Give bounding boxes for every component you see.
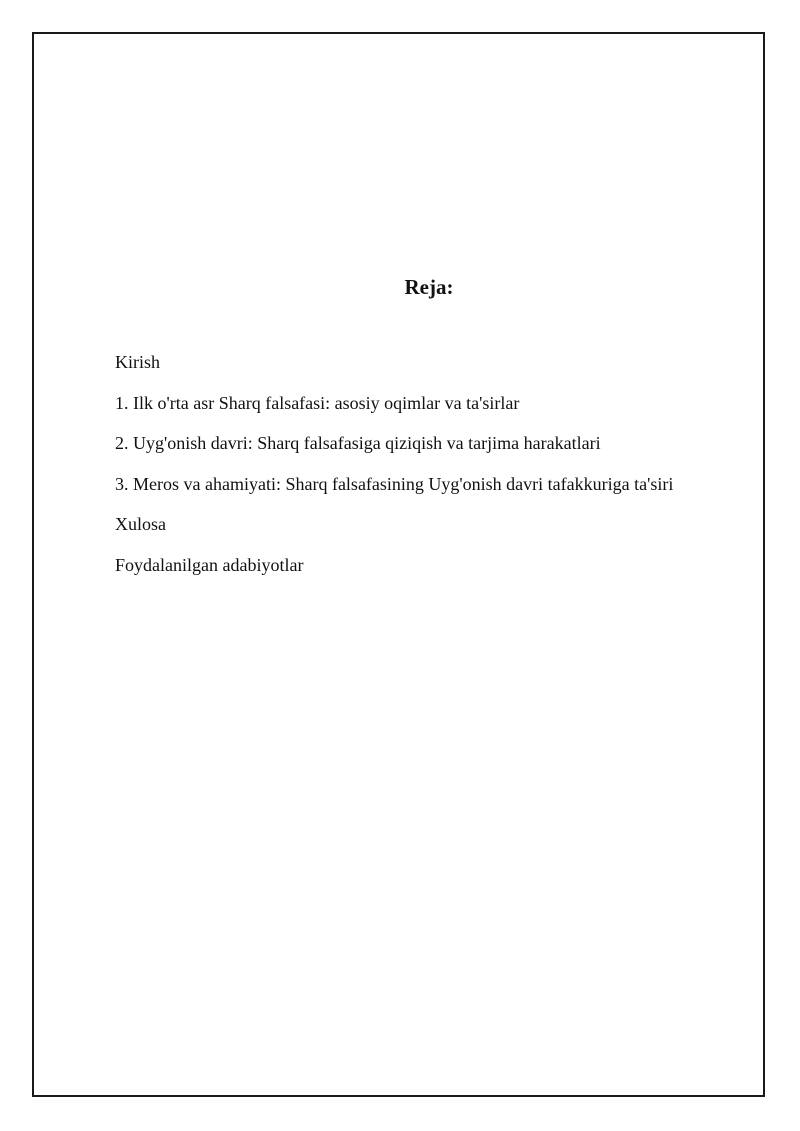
plan-item-introduction: Kirish [115,352,160,372]
plan-list [115,351,673,595]
page-title: Reja: [404,275,454,299]
plan-item-3: 3. Meros va ahamiyati: Sharq falsafasining Uyg'onish davri tafakkuriga ta'siri [115,473,674,494]
plan-item-conclusion: Xulosa [115,514,166,535]
plan-item-2: 2. Uyg'onish davri: Sharq falsafasiga qiziqish va tarjima harakatlari [115,433,601,454]
plan-item-1: 1. Ilk o'rta asr Sharq falsafasi: asosiy oqimlar va ta'sirlar [115,392,520,413]
plan-item-references: Foydalanilgan adabiyotlar [115,554,304,575]
